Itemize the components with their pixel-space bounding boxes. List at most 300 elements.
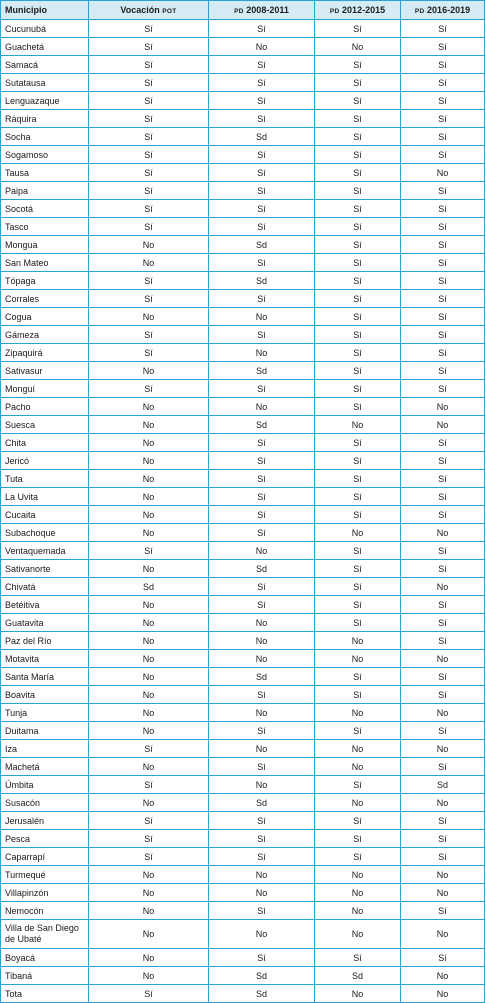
pd-2016-2019-cell: Sí: [401, 632, 485, 650]
vocacion-pot-cell: Sí: [89, 146, 209, 164]
pd-2008-2011-cell: Sd: [209, 362, 315, 380]
vocacion-pot-cell: No: [89, 596, 209, 614]
header-municipio: [1, 1, 89, 20]
municipio-cell: Tibaná: [1, 967, 89, 985]
table-row: [1, 218, 485, 236]
pd-2008-2011-cell: No: [209, 632, 315, 650]
header-vocacion-abbr: POT: [162, 8, 177, 15]
municipio-cell: Villapinzón: [1, 884, 89, 902]
pd-2008-2011-cell: Sí: [209, 812, 315, 830]
table-row: [1, 146, 485, 164]
table-row: [1, 542, 485, 560]
municipio-cell: Betéitiva: [1, 596, 89, 614]
pd-2008-2011-cell: Sí: [209, 488, 315, 506]
vocacion-pot-cell: No: [89, 949, 209, 967]
vocacion-pot-cell: No: [89, 668, 209, 686]
pd-2008-2011-cell: Sí: [209, 290, 315, 308]
pd-2008-2011-cell: Sí: [209, 848, 315, 866]
municipio-cell: Sativanorte: [1, 560, 89, 578]
pd-2012-2015-cell: No: [315, 632, 401, 650]
vocacion-pot-cell: Sí: [89, 848, 209, 866]
pd-2016-2019-cell: Sí: [401, 146, 485, 164]
pd-2008-2011-cell: Sí: [209, 949, 315, 967]
municipio-cell: Pacho: [1, 398, 89, 416]
pd-2016-2019-cell: No: [401, 967, 485, 985]
pd-2012-2015-cell: Sí: [315, 218, 401, 236]
pd-2016-2019-cell: Sí: [401, 218, 485, 236]
vocacion-pot-cell: Sí: [89, 182, 209, 200]
table-row: [1, 722, 485, 740]
table-row: [1, 596, 485, 614]
vocacion-pot-cell: No: [89, 967, 209, 985]
pd-2008-2011-cell: Sd: [209, 416, 315, 434]
pd-2008-2011-cell: Sí: [209, 254, 315, 272]
pd-2008-2011-cell: Sí: [209, 596, 315, 614]
pd-2012-2015-cell: No: [315, 704, 401, 722]
municipio-cell: Boavita: [1, 686, 89, 704]
table-row: [1, 272, 485, 290]
municipio-cell: Úmbita: [1, 776, 89, 794]
header-pd-2016-abbr: PD: [414, 8, 425, 15]
vocacion-pot-cell: No: [89, 362, 209, 380]
vocacion-pot-cell: No: [89, 632, 209, 650]
pd-2016-2019-cell: Sí: [401, 56, 485, 74]
vocacion-pot-cell: No: [89, 686, 209, 704]
municipio-cell: Boyacá: [1, 949, 89, 967]
pd-2016-2019-cell: No: [401, 985, 485, 1003]
pd-2016-2019-cell: No: [401, 650, 485, 668]
pd-2012-2015-cell: Sí: [315, 20, 401, 38]
table-row: [1, 326, 485, 344]
table-row: [1, 452, 485, 470]
pd-2016-2019-cell: No: [401, 866, 485, 884]
table-row: [1, 92, 485, 110]
pd-2008-2011-cell: Sí: [209, 326, 315, 344]
header-pd-2012-label: 2012-2015: [342, 5, 386, 15]
pd-2008-2011-cell: Sí: [209, 110, 315, 128]
table-row: [1, 704, 485, 722]
pd-2008-2011-cell: Sí: [209, 902, 315, 920]
municipio-cell: Ventaquemada: [1, 542, 89, 560]
table-body: [1, 20, 485, 1003]
municipio-cell: Chivatá: [1, 578, 89, 596]
table-row: [1, 20, 485, 38]
vocacion-pot-cell: Sí: [89, 20, 209, 38]
pd-2008-2011-cell: Sí: [209, 56, 315, 74]
vocacion-pot-cell: No: [89, 506, 209, 524]
municipio-cell: Guachetá: [1, 38, 89, 56]
pd-2016-2019-cell: Sí: [401, 380, 485, 398]
municipio-cell: San Mateo: [1, 254, 89, 272]
pd-2008-2011-cell: Sí: [209, 506, 315, 524]
pd-2016-2019-cell: Sí: [401, 74, 485, 92]
vocacion-pot-cell: Sí: [89, 92, 209, 110]
pd-2012-2015-cell: Sí: [315, 776, 401, 794]
pd-2008-2011-cell: Sd: [209, 967, 315, 985]
vocacion-pot-cell: Sí: [89, 110, 209, 128]
pd-2012-2015-cell: Sí: [315, 164, 401, 182]
pd-2016-2019-cell: No: [401, 704, 485, 722]
municipio-cell: Tota: [1, 985, 89, 1003]
vocacion-pot-cell: Sí: [89, 38, 209, 56]
municipio-cell: Cogua: [1, 308, 89, 326]
pd-2012-2015-cell: No: [315, 38, 401, 56]
pd-2012-2015-cell: Sí: [315, 830, 401, 848]
pd-2012-2015-cell: No: [315, 524, 401, 542]
vocacion-pot-cell: No: [89, 236, 209, 254]
header-vocacion: [89, 1, 209, 20]
pd-2016-2019-cell: Sí: [401, 542, 485, 560]
pd-2008-2011-cell: Sí: [209, 74, 315, 92]
municipio-cell: Tausa: [1, 164, 89, 182]
header-pd-2008-abbr: PD: [234, 8, 244, 15]
header-pd-2016: [401, 1, 485, 20]
vocacion-pot-cell: No: [89, 524, 209, 542]
municipio-cell: Samacá: [1, 56, 89, 74]
vocacion-pot-cell: No: [89, 704, 209, 722]
vocacion-pot-cell: Sí: [89, 218, 209, 236]
vocacion-pot-cell: No: [89, 470, 209, 488]
pd-2008-2011-cell: Sí: [209, 722, 315, 740]
header-pd-2016-label: 2016-2019: [427, 5, 471, 15]
pd-2016-2019-cell: Sí: [401, 470, 485, 488]
municipio-cell: Cucunubá: [1, 20, 89, 38]
pd-2012-2015-cell: Sí: [315, 326, 401, 344]
municipio-cell: Sutatausa: [1, 74, 89, 92]
pd-2012-2015-cell: No: [315, 920, 401, 949]
pd-2012-2015-cell: Sd: [315, 967, 401, 985]
pd-2008-2011-cell: No: [209, 704, 315, 722]
vocacion-pot-cell: Sí: [89, 812, 209, 830]
table-row: [1, 740, 485, 758]
municipio-cell: Tuta: [1, 470, 89, 488]
pd-2016-2019-cell: Sí: [401, 560, 485, 578]
pd-2012-2015-cell: Sí: [315, 949, 401, 967]
table-row: [1, 902, 485, 920]
vocacion-pot-cell: No: [89, 758, 209, 776]
municipio-cell: Cucaita: [1, 506, 89, 524]
pd-2016-2019-cell: No: [401, 524, 485, 542]
pd-2012-2015-cell: Sí: [315, 686, 401, 704]
pd-2012-2015-cell: Sí: [315, 488, 401, 506]
header-row: [1, 1, 485, 20]
pd-2012-2015-cell: No: [315, 866, 401, 884]
pd-2008-2011-cell: No: [209, 344, 315, 362]
pd-2012-2015-cell: Sí: [315, 722, 401, 740]
vocacion-pot-cell: Sí: [89, 326, 209, 344]
pd-2012-2015-cell: No: [315, 416, 401, 434]
vocacion-pot-cell: No: [89, 560, 209, 578]
pd-2016-2019-cell: Sí: [401, 902, 485, 920]
table-row: [1, 236, 485, 254]
municipio-cell: Tunja: [1, 704, 89, 722]
pd-2016-2019-cell: Sí: [401, 758, 485, 776]
pd-2012-2015-cell: Sí: [315, 596, 401, 614]
pd-2016-2019-cell: Sí: [401, 812, 485, 830]
pd-2016-2019-cell: Sí: [401, 830, 485, 848]
table-row: [1, 949, 485, 967]
pd-2008-2011-cell: No: [209, 614, 315, 632]
municipio-cell: Socotá: [1, 200, 89, 218]
pd-2008-2011-cell: Sd: [209, 128, 315, 146]
table-row: [1, 866, 485, 884]
pd-2008-2011-cell: Sd: [209, 668, 315, 686]
municipio-cell: Iza: [1, 740, 89, 758]
pd-2008-2011-cell: Sd: [209, 985, 315, 1003]
pd-2012-2015-cell: Sí: [315, 614, 401, 632]
vocacion-pot-cell: Sí: [89, 272, 209, 290]
vocacion-pot-cell: No: [89, 254, 209, 272]
pd-2012-2015-cell: Sí: [315, 236, 401, 254]
pd-2016-2019-cell: Sí: [401, 614, 485, 632]
table-row: [1, 578, 485, 596]
pd-2012-2015-cell: Sí: [315, 110, 401, 128]
municipio-cell: Duitama: [1, 722, 89, 740]
table-row: [1, 344, 485, 362]
municipio-cell: Jerusalén: [1, 812, 89, 830]
pd-2012-2015-cell: Sí: [315, 398, 401, 416]
pd-2016-2019-cell: Sí: [401, 488, 485, 506]
municipio-cell: Susacón: [1, 794, 89, 812]
vocacion-pot-cell: Sí: [89, 985, 209, 1003]
municipio-cell: Tasco: [1, 218, 89, 236]
vocacion-pot-cell: No: [89, 884, 209, 902]
pd-2008-2011-cell: No: [209, 308, 315, 326]
pd-2016-2019-cell: Sí: [401, 38, 485, 56]
pd-2016-2019-cell: No: [401, 920, 485, 949]
pd-2008-2011-cell: Sí: [209, 200, 315, 218]
pd-2012-2015-cell: Sí: [315, 290, 401, 308]
vocacion-pot-cell: Sí: [89, 380, 209, 398]
municipio-cell: Pesca: [1, 830, 89, 848]
pd-2012-2015-cell: Sí: [315, 128, 401, 146]
vocacion-pot-cell: No: [89, 722, 209, 740]
pd-2012-2015-cell: Sí: [315, 470, 401, 488]
pd-2012-2015-cell: No: [315, 884, 401, 902]
municipio-cell: Lenguazaque: [1, 92, 89, 110]
pd-2016-2019-cell: Sí: [401, 182, 485, 200]
table-row: [1, 362, 485, 380]
pd-2008-2011-cell: No: [209, 542, 315, 560]
pd-2012-2015-cell: Sí: [315, 542, 401, 560]
pd-2016-2019-cell: Sí: [401, 344, 485, 362]
pd-2008-2011-cell: No: [209, 776, 315, 794]
municipio-cell: Santa María: [1, 668, 89, 686]
pd-2008-2011-cell: Sí: [209, 164, 315, 182]
pd-2012-2015-cell: No: [315, 902, 401, 920]
pd-2012-2015-cell: Sí: [315, 254, 401, 272]
vocacion-pot-cell: Sí: [89, 74, 209, 92]
pd-2008-2011-cell: Sí: [209, 182, 315, 200]
municipio-cell: La Uvita: [1, 488, 89, 506]
municipio-cell: Mongua: [1, 236, 89, 254]
municipio-cell: Tópaga: [1, 272, 89, 290]
vocacion-pot-cell: Sí: [89, 200, 209, 218]
table-row: [1, 830, 485, 848]
header-pd-2008: [209, 1, 315, 20]
pd-2016-2019-cell: Sí: [401, 308, 485, 326]
table-row: [1, 776, 485, 794]
table-row: [1, 524, 485, 542]
vocacion-pot-cell: Sí: [89, 128, 209, 146]
pd-2016-2019-cell: Sí: [401, 20, 485, 38]
pd-2008-2011-cell: No: [209, 38, 315, 56]
table-row: [1, 920, 485, 949]
pd-2012-2015-cell: Sí: [315, 200, 401, 218]
table-row: [1, 758, 485, 776]
pd-2012-2015-cell: No: [315, 985, 401, 1003]
municipio-cell: Turmequé: [1, 866, 89, 884]
header-pd-2012-abbr: PD: [329, 8, 340, 15]
pd-2016-2019-cell: Sí: [401, 110, 485, 128]
pd-2008-2011-cell: Sí: [209, 434, 315, 452]
pd-2012-2015-cell: Sí: [315, 182, 401, 200]
table-row: [1, 967, 485, 985]
table-row: [1, 614, 485, 632]
pd-2012-2015-cell: Sí: [315, 380, 401, 398]
pd-2016-2019-cell: Sí: [401, 949, 485, 967]
pd-2008-2011-cell: No: [209, 650, 315, 668]
pd-2008-2011-cell: Sí: [209, 452, 315, 470]
vocacion-pot-cell: No: [89, 650, 209, 668]
municipio-cell: Paz del Río: [1, 632, 89, 650]
table-row: [1, 308, 485, 326]
pd-2016-2019-cell: Sí: [401, 668, 485, 686]
table-row: [1, 985, 485, 1003]
municipio-cell: Monguí: [1, 380, 89, 398]
vocacion-pot-cell: No: [89, 794, 209, 812]
pd-2016-2019-cell: No: [401, 884, 485, 902]
table-row: [1, 650, 485, 668]
municipio-cell: Subachoque: [1, 524, 89, 542]
pd-2016-2019-cell: No: [401, 398, 485, 416]
pd-2008-2011-cell: No: [209, 920, 315, 949]
pd-2008-2011-cell: Sí: [209, 686, 315, 704]
pd-2016-2019-cell: No: [401, 740, 485, 758]
vocacion-pot-cell: No: [89, 308, 209, 326]
table-row: [1, 416, 485, 434]
pd-2012-2015-cell: Sí: [315, 146, 401, 164]
pd-2016-2019-cell: Sí: [401, 290, 485, 308]
pd-2012-2015-cell: Sí: [315, 434, 401, 452]
table-row: [1, 794, 485, 812]
pd-2012-2015-cell: Sí: [315, 308, 401, 326]
pd-2008-2011-cell: Sí: [209, 218, 315, 236]
pd-2016-2019-cell: Sí: [401, 434, 485, 452]
pd-2012-2015-cell: No: [315, 650, 401, 668]
vocacion-pot-cell: No: [89, 488, 209, 506]
pd-2008-2011-cell: Sí: [209, 578, 315, 596]
table-row: [1, 668, 485, 686]
pd-2016-2019-cell: Sí: [401, 596, 485, 614]
table-row: [1, 182, 485, 200]
pd-2016-2019-cell: Sí: [401, 200, 485, 218]
table-row: [1, 128, 485, 146]
pd-2012-2015-cell: Sí: [315, 56, 401, 74]
municipio-cell: Gámeza: [1, 326, 89, 344]
pd-2012-2015-cell: No: [315, 758, 401, 776]
table-row: [1, 380, 485, 398]
table-header: [1, 1, 485, 20]
pd-2008-2011-cell: No: [209, 866, 315, 884]
municipio-cell: Sogamoso: [1, 146, 89, 164]
municipio-cell: Sativasur: [1, 362, 89, 380]
pd-2008-2011-cell: Sí: [209, 830, 315, 848]
pd-2016-2019-cell: Sí: [401, 848, 485, 866]
pd-2016-2019-cell: Sí: [401, 92, 485, 110]
table-row: [1, 488, 485, 506]
municipio-cell: Chita: [1, 434, 89, 452]
pd-2016-2019-cell: No: [401, 416, 485, 434]
pd-2008-2011-cell: Sí: [209, 146, 315, 164]
pd-2016-2019-cell: No: [401, 578, 485, 596]
table-row: [1, 560, 485, 578]
table-row: [1, 812, 485, 830]
vocacion-pot-cell: No: [89, 866, 209, 884]
municipio-cell: Nemocón: [1, 902, 89, 920]
vocacion-pot-cell: Sí: [89, 776, 209, 794]
table-row: [1, 200, 485, 218]
municipio-cell: Corrales: [1, 290, 89, 308]
municipio-cell: Socha: [1, 128, 89, 146]
pd-2008-2011-cell: Sd: [209, 236, 315, 254]
pd-2016-2019-cell: Sí: [401, 506, 485, 524]
vocacion-pot-cell: Sd: [89, 578, 209, 596]
table-row: [1, 290, 485, 308]
pd-2012-2015-cell: Sí: [315, 506, 401, 524]
vocacion-pot-cell: No: [89, 452, 209, 470]
pd-2008-2011-cell: Sí: [209, 92, 315, 110]
vocacion-pot-cell: Sí: [89, 344, 209, 362]
municipio-cell: Suesca: [1, 416, 89, 434]
pd-2012-2015-cell: No: [315, 794, 401, 812]
table-row: [1, 38, 485, 56]
vocacion-pot-cell: No: [89, 614, 209, 632]
municipio-cell: Paipa: [1, 182, 89, 200]
municipio-cell: Machetá: [1, 758, 89, 776]
pd-2008-2011-cell: Sí: [209, 524, 315, 542]
table-row: [1, 686, 485, 704]
pd-2008-2011-cell: No: [209, 740, 315, 758]
table-row: [1, 632, 485, 650]
header-vocacion-label: Vocación: [120, 5, 160, 15]
pd-2012-2015-cell: Sí: [315, 812, 401, 830]
pd-2012-2015-cell: Sí: [315, 668, 401, 686]
pd-2016-2019-cell: Sí: [401, 722, 485, 740]
pd-2016-2019-cell: Sí: [401, 452, 485, 470]
header-pd-2008-label: 2008-2011: [246, 5, 289, 15]
vocacion-pot-cell: No: [89, 902, 209, 920]
municipio-cell: Ráquira: [1, 110, 89, 128]
pd-2016-2019-cell: No: [401, 164, 485, 182]
pd-2008-2011-cell: No: [209, 398, 315, 416]
municipio-cell: Zipaquirá: [1, 344, 89, 362]
pd-2012-2015-cell: Sí: [315, 92, 401, 110]
pd-2008-2011-cell: Sí: [209, 758, 315, 776]
table-row: [1, 254, 485, 272]
table-row: [1, 434, 485, 452]
pd-2012-2015-cell: Sí: [315, 578, 401, 596]
pd-2016-2019-cell: Sí: [401, 362, 485, 380]
pd-2016-2019-cell: Sí: [401, 686, 485, 704]
header-municipio-label: Municipio: [5, 5, 47, 15]
pd-2016-2019-cell: Sí: [401, 254, 485, 272]
pd-2008-2011-cell: Sí: [209, 380, 315, 398]
vocacion-pot-cell: Sí: [89, 740, 209, 758]
pd-2016-2019-cell: Sí: [401, 128, 485, 146]
pd-2012-2015-cell: Sí: [315, 362, 401, 380]
vocacion-pot-cell: No: [89, 920, 209, 949]
